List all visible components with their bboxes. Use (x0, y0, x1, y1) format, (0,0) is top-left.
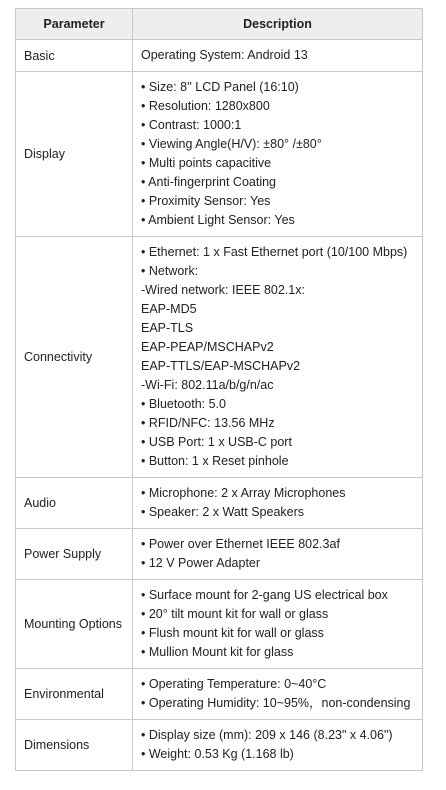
parameter-cell: Audio (16, 478, 133, 529)
description-line: EAP-MD5 (141, 302, 197, 316)
description-cell (133, 669, 423, 720)
description-line: • Mullion Mount kit for glass (141, 645, 294, 659)
parameter-cell: Mounting Options (16, 580, 133, 669)
table-row (16, 237, 423, 478)
table-row (16, 529, 423, 580)
description-line: • Ambient Light Sensor: Yes (141, 213, 295, 227)
table-row (16, 669, 423, 720)
parameter-cell: Environmental (16, 669, 133, 720)
description-cell (133, 529, 423, 580)
description-line: • Power over Ethernet IEEE 802.3af (141, 537, 340, 551)
description-line: • Weight: 0.53 Kg (1.168 lb) (141, 747, 294, 761)
description-line: EAP-PEAP/MSCHAPv2 (141, 340, 274, 354)
description-line: • USB Port: 1 x USB-C port (141, 435, 292, 449)
description-cell (133, 40, 423, 72)
description-cell (133, 720, 423, 771)
parameter-cell: Power Supply (16, 529, 133, 580)
header-description: Description (133, 9, 423, 40)
description-line: • Speaker: 2 x Watt Speakers (141, 505, 305, 519)
description-cell (133, 72, 423, 237)
table-body (16, 40, 423, 771)
description-line: • Display size (mm): 209 x 146 (8.23" x 4.06") (141, 728, 393, 742)
description-line: EAP-TLS (141, 321, 194, 335)
table-row (16, 720, 423, 771)
description-line: • Multi points capacitive (141, 156, 272, 170)
description-line: • Bluetooth: 5.0 (141, 397, 226, 411)
description-line: EAP-TTLS/EAP-MSCHAPv2 (141, 359, 301, 373)
description-line: -Wi-Fi: 802.11a/b/g/n/ac (141, 378, 274, 392)
description-line: • 12 V Power Adapter (141, 556, 261, 570)
description-line: • Network: (141, 264, 199, 278)
description-line: • Operating Humidity: 10~95%，non-condensing (141, 696, 411, 710)
description-cell (133, 237, 423, 478)
description-line: • Resolution: 1280x800 (141, 99, 270, 113)
description-line: • Microphone: 2 x Array Microphones (141, 486, 346, 500)
description-cell (133, 580, 423, 669)
header-parameter: Parameter (16, 9, 133, 40)
description-line: -Wired network: IEEE 802.1x: (141, 283, 305, 297)
description-line: • Anti-fingerprint Coating (141, 175, 277, 189)
table-row (16, 72, 423, 237)
spec-table-container (15, 8, 423, 771)
table-row (16, 580, 423, 669)
parameter-cell: Dimensions (16, 720, 133, 771)
spec-table (15, 8, 423, 771)
description-line: • Size: 8'' LCD Panel (16:10) (141, 80, 299, 94)
description-line: • Viewing Angle(H/V): ±80° /±80° (141, 137, 322, 151)
description-line: • Button: 1 x Reset pinhole (141, 454, 289, 468)
description-line: • Surface mount for 2-gang US electrical box (141, 588, 388, 602)
parameter-cell: Display (16, 72, 133, 237)
description-cell (133, 478, 423, 529)
table-header-row (16, 9, 423, 40)
table-row (16, 478, 423, 529)
description-line: Operating System: Android 13 (141, 48, 308, 62)
description-line: • RFID/NFC: 13.56 MHz (141, 416, 275, 430)
description-line: • Flush mount kit for wall or glass (141, 626, 324, 640)
parameter-cell: Basic (16, 40, 133, 72)
description-line: • Ethernet: 1 x Fast Ethernet port (10/100 Mbps) (141, 245, 408, 259)
table-row (16, 40, 423, 72)
description-line: • Proximity Sensor: Yes (141, 194, 271, 208)
description-line: • Operating Temperature: 0~40°C (141, 677, 327, 691)
description-line: • Contrast: 1000:1 (141, 118, 242, 132)
parameter-cell: Connectivity (16, 237, 133, 478)
description-line: • 20° tilt mount kit for wall or glass (141, 607, 329, 621)
